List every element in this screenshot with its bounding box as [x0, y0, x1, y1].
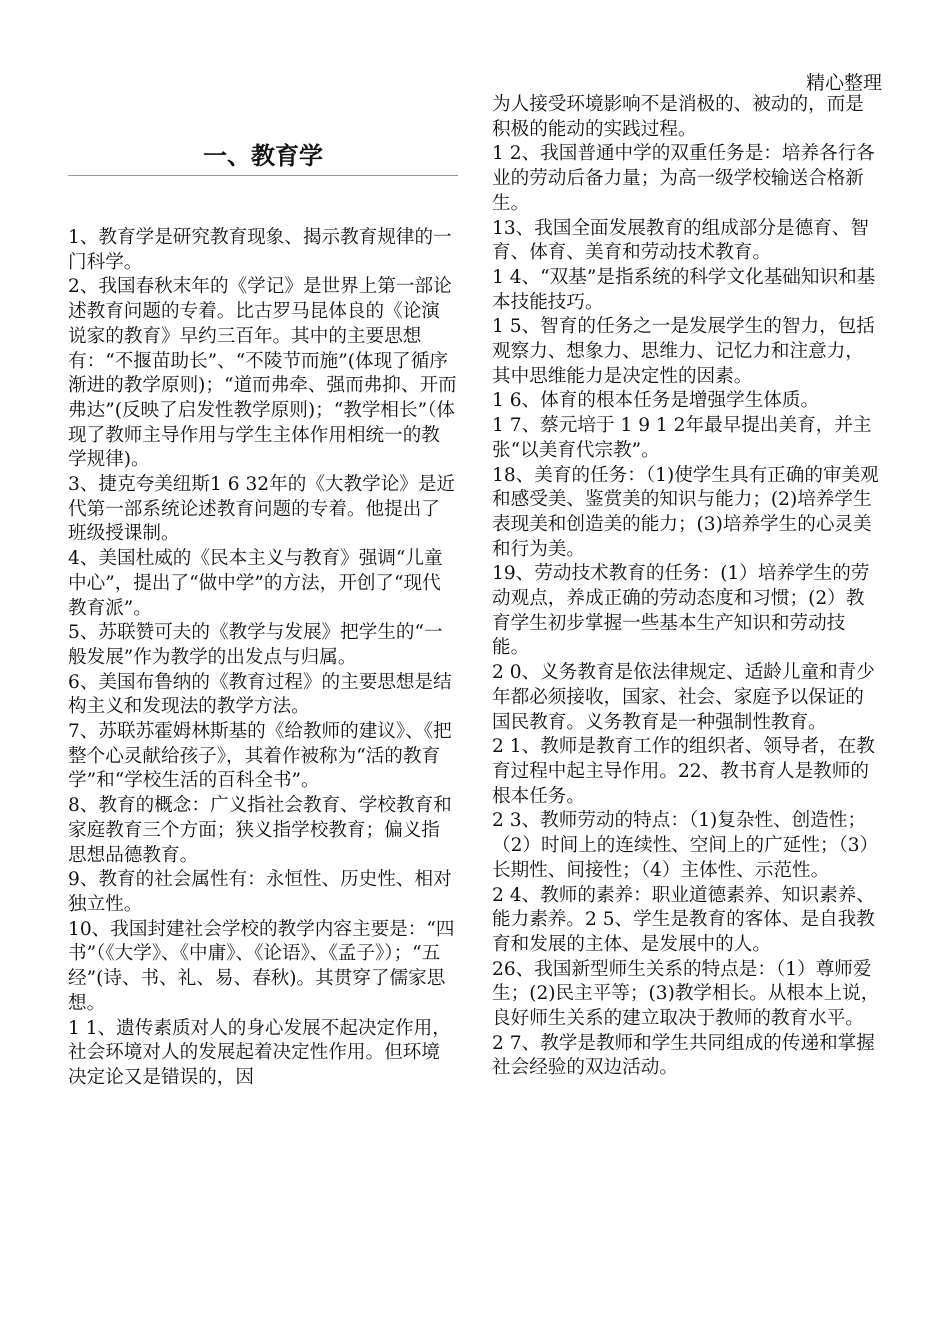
paragraph-26: 26、我国新型师生关系的特点是：（1）尊师爱生；(2)民主平等；(3)教学相长。从根本上说，良好师生关系的建立取决于教师的教育水平。 [492, 958, 880, 1030]
paragraph-17: 1 7、蔡元培于 1 9 1 2年最早提出美育，并主张“以美育代宗教”。 [492, 415, 872, 461]
paragraph-4: 4、美国杜威的《民本主义与教育》强调“儿童中心”，提出了“做中学”的方法，开创了“现代教育派”。 [68, 548, 443, 619]
paragraph-7: 7、苏联苏霍姆林斯基的《给教师的建议》、《把整个心灵献给孩子》，其着作被称为“活的教育学”和“学校生活的百科全书”。 [68, 721, 452, 792]
paragraph-18: 18、美育的任务：（1)使学生具有正确的审美观和感受美、鉴赏美的知识与能力；(2)培养学生表现美和创造美的能力；(3)培养学生的心灵美和行为美。 [492, 464, 879, 560]
paragraph-9: 9、教育的社会属性有：永恒性、历史性、相对独立性。 [68, 869, 452, 915]
paragraph-10: 10、我国封建社会学校的教学内容主要是：“四书”（《大学》、《中庸》、《论语》、《孟子》）；“五经”(诗、书、礼、易、春秋)。其贯穿了儒家思想。 [68, 918, 455, 1014]
paragraph-20: 2 0、义务教育是依法律规定、适龄儿童和青少年都必须接收，国家、社会、家庭予以保证的国民教育。义务教育是一种强制性教育。 [492, 662, 875, 733]
paragraph-2: 2、我国春秋末年的《学记》是世界上第一部论述教育问题的专着。比古罗马昆体良的《论演说家的教育》早约三百年。其中的主要思想有：“不揠苗助长”、“不陵节而施”(体现了循序渐进的教学原则)；“道而弗牵、强而弗抑、开而弗达”(反映了启发性教学原则)；“教学相长”（体现了教师主导作用与学生主体作用相统一的教学规律)。 [68, 276, 457, 471]
paragraph-15: 1 5、智育的任务之一是发展学生的智力，包括观察力、想象力、思维力、记忆力和注意力，其中思维能力是决定性的因素。 [492, 316, 875, 387]
paragraph-11: 1 1、遗传素质对人的身心发展不起决定作用，社会环境对人的发展起着决定性作用。但环境决定论又是错误的，因 [68, 1017, 451, 1088]
paragraph-5: 5、苏联赞可夫的《教学与发展》把学生的“一般发展”作为教学的出发点与归属。 [68, 622, 443, 668]
title-divider [68, 175, 458, 176]
paragraph-3: 3、捷克夸美纽斯1 6 32年的《大教学论》是近代第一部系统论述教育问题的专着。他提出了班级授课制。 [68, 474, 456, 545]
paragraph-24-25: 2 4、教师的素养：职业道德素养、知识素养、能力素养。2 5、学生是教育的客体、是自我教育和发展的主体、是发展中的人。 [492, 884, 875, 955]
paragraph-6: 6、美国布鲁纳的《教育过程》的主要思想是结构主义和发现法的教学方法。 [68, 671, 452, 718]
paragraph-14: 1 4、“双基”是指系统的科学文化基础知识和基本技能技巧。 [492, 266, 876, 313]
paragraph-11-cont: 为人接受环境影响不是消极的、被动的，而是积极的能动的实践过程。 [492, 94, 864, 140]
paragraph-16: 1 6、体育的根本任务是增强学生体质。 [492, 390, 820, 412]
right-column [492, 93, 882, 1081]
paragraph-21-22: 2 1、教师是教育工作的组织者、领导者，在教育过程中起主导作用。22、教书育人是教师的根本任务。 [492, 736, 875, 807]
paragraph-1: 1、教育学是研究教育现象、揭示教育规律的一门科学。 [68, 227, 452, 273]
paragraph-13: 13、我国全面发展教育的组成部分是德育、智育、体育、美育和劳动技术教育。 [492, 217, 869, 264]
left-column [68, 226, 458, 1091]
paragraph-23: 2 3、教师劳动的特点：（1)复杂性、创造性；（2）时间上的连续性、空间上的广延性；（3）长期性、间接性；（4）主体性、示范性。 [492, 810, 879, 881]
section-title: 一、教育学 [203, 142, 323, 170]
header-note: 精心整理 [805, 72, 882, 94]
paragraph-19: 19、劳动技术教育的任务：(1）培养学生的劳动观点，养成正确的劳动态度和习惯；(2）教育学生初步掌握一些基本生产知识和劳动技能。 [492, 563, 870, 659]
paragraph-12: 1 2、我国普通中学的双重任务是：培养各行各业的劳动后备力量；为高一级学校输送合格新生。 [492, 143, 875, 214]
paragraph-8: 8、教育的概念：广义指社会教育、学校教育和家庭教育三个方面；狭义指学校教育；偏义指思想品德教育。 [68, 795, 452, 866]
paragraph-27: 2 7、教学是教师和学生共同组成的传递和掌握社会经验的双边活动。 [492, 1032, 875, 1079]
